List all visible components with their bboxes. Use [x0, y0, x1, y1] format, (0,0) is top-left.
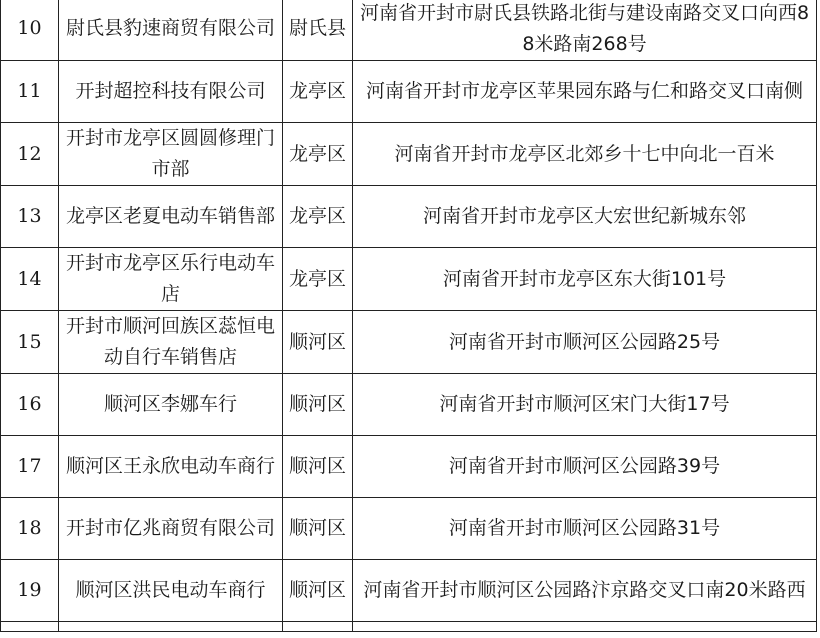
table-row	[1, 0, 817, 61]
district: 顺河区	[283, 498, 353, 560]
table-row	[1, 560, 817, 622]
merchant-name: 开封市亿兆商贸有限公司	[59, 498, 283, 560]
address: 河南省开封市顺河区公园路汴京路交叉口南20米路西	[353, 560, 817, 622]
merchant-name: 开封市龙亭区圆圆修理门市部	[59, 123, 283, 186]
table-row-partial	[1, 622, 817, 632]
row-index: 17	[1, 436, 59, 498]
merchant-name: 顺河区洪民电动车商行	[59, 560, 283, 622]
address: 河南省开封市龙亭区大宏世纪新城东邻	[353, 186, 817, 248]
row-index: 13	[1, 186, 59, 248]
district: 龙亭区	[283, 248, 353, 311]
address: 河南省开封市顺河区公园路25号	[353, 311, 817, 374]
merchant-name: 开封超控科技有限公司	[59, 61, 283, 123]
empty-cell	[59, 622, 283, 632]
address: 河南省开封市龙亭区北郊乡十七中向北一百米	[353, 123, 817, 186]
merchant-name: 开封市龙亭区乐行电动车店	[59, 248, 283, 311]
address: 河南省开封市龙亭区东大街101号	[353, 248, 817, 311]
row-index: 10	[1, 0, 59, 61]
table-row	[1, 248, 817, 311]
empty-cell	[283, 622, 353, 632]
district: 顺河区	[283, 560, 353, 622]
address: 河南省开封市尉氏县铁路北街与建设南路交叉口向西88米路南268号	[353, 0, 817, 61]
merchant-name: 顺河区王永欣电动车商行	[59, 436, 283, 498]
address: 河南省开封市龙亭区苹果园东路与仁和路交叉口南侧	[353, 61, 817, 123]
row-index: 11	[1, 61, 59, 123]
merchant-name: 开封市顺河回族区蕊恒电动自行车销售店	[59, 311, 283, 374]
address: 河南省开封市顺河区公园路39号	[353, 436, 817, 498]
merchant-name: 龙亭区老夏电动车销售部	[59, 186, 283, 248]
district: 尉氏县	[283, 0, 353, 61]
row-index: 18	[1, 498, 59, 560]
row-index: 19	[1, 560, 59, 622]
district: 龙亭区	[283, 61, 353, 123]
row-index: 14	[1, 248, 59, 311]
address: 河南省开封市顺河区宋门大街17号	[353, 374, 817, 436]
table-row	[1, 436, 817, 498]
address: 河南省开封市顺河区公园路31号	[353, 498, 817, 560]
empty-cell	[1, 622, 59, 632]
merchant-name: 顺河区李娜车行	[59, 374, 283, 436]
merchant-name: 尉氏县豹速商贸有限公司	[59, 0, 283, 61]
empty-cell	[353, 622, 817, 632]
table-row	[1, 61, 817, 123]
table-row	[1, 186, 817, 248]
table-row	[1, 374, 817, 436]
row-index: 16	[1, 374, 59, 436]
table-row	[1, 311, 817, 374]
district: 龙亭区	[283, 123, 353, 186]
district: 顺河区	[283, 311, 353, 374]
row-index: 15	[1, 311, 59, 374]
table-row	[1, 123, 817, 186]
table-row	[1, 498, 817, 560]
district: 龙亭区	[283, 186, 353, 248]
row-index: 12	[1, 123, 59, 186]
district: 顺河区	[283, 374, 353, 436]
district: 顺河区	[283, 436, 353, 498]
